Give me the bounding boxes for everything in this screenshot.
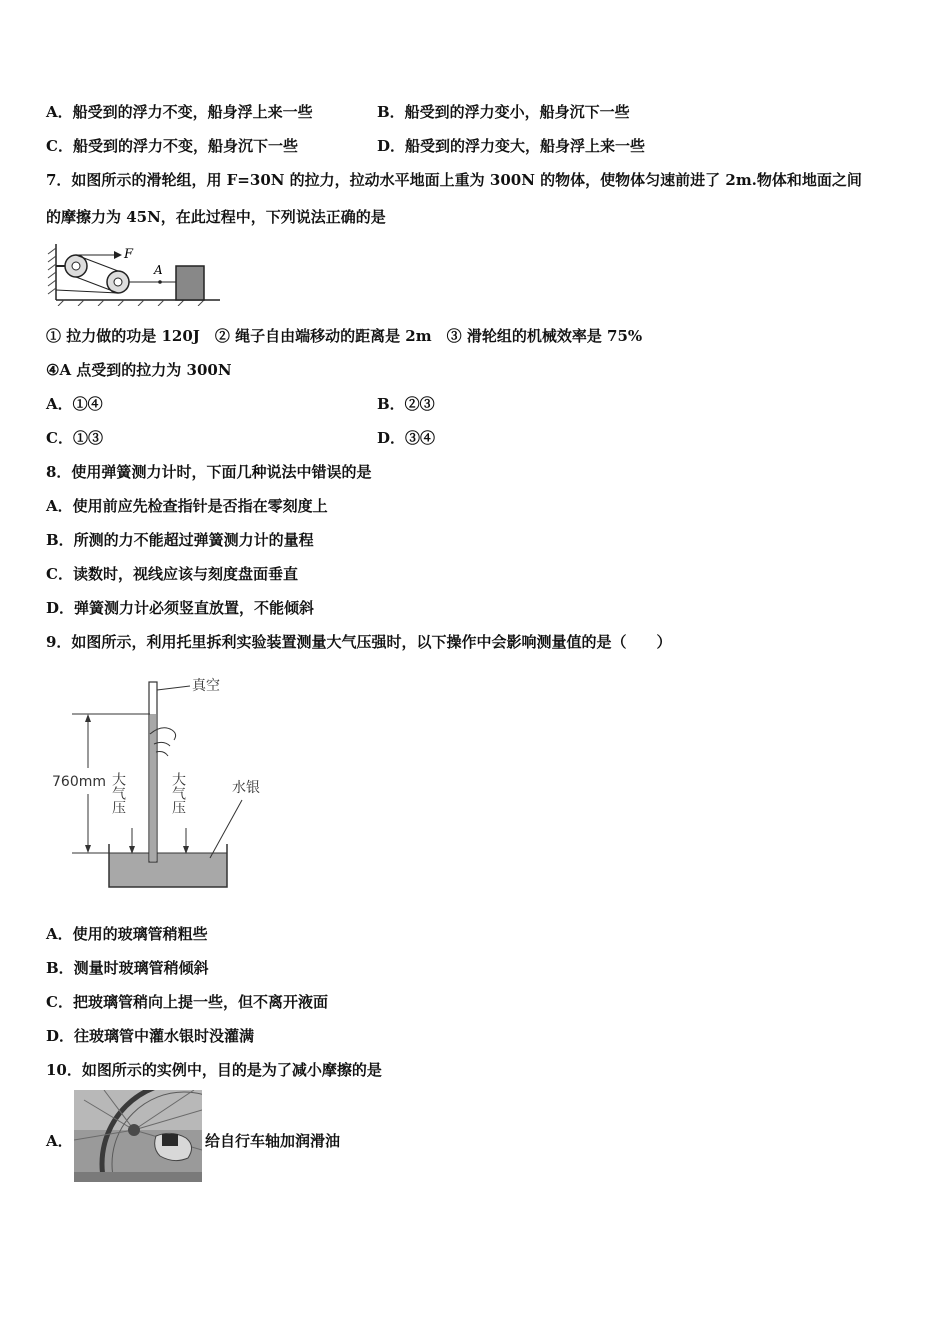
q9-option-b: B．测量时玻璃管稍倾斜 [46, 959, 209, 977]
q9-option-d: D．往玻璃管中灌水银时没灌满 [46, 1027, 255, 1045]
q9-option-a: A．使用的玻璃管稍粗些 [46, 925, 208, 943]
q7-option-b: B．②③ [377, 395, 435, 413]
q9-stem: 9．如图所示，利用托里拆利实验装置测量大气压强时，以下操作中会影响测量值的是（ ） [46, 633, 672, 651]
q7-stem-line2: 的摩擦力为 45N，在此过程中，下列说法正确的是 [46, 208, 386, 226]
q7-stem-line1: 7．如图所示的滑轮组，用 F=30N 的拉力，拉动水平地面上重为 300N 的物体，使物体匀速前进了 2m.物体和地面之间 [46, 171, 862, 189]
q6-option-a: A．船受到的浮力不变，船身浮上来一些 [46, 103, 313, 121]
torricelli-vacuum-label: 真空 [192, 678, 220, 694]
q10-option-a-text: 给自行车轴加润滑油 [205, 1132, 341, 1150]
q6-option-b: B．船受到的浮力变小，船身沉下一些 [377, 103, 630, 121]
q8-option-b: B．所测的力不能超过弹簧测力计的量程 [46, 531, 314, 549]
pulley-label-a: A [154, 263, 163, 277]
q9-option-c: C．把玻璃管稍向上提一些，但不离开液面 [46, 993, 328, 1011]
q7-option-c: C．①③ [46, 429, 103, 447]
q7-statements-line1: ① 拉力做的功是 120J ② 绳子自由端移动的距离是 2m ③ 滑轮组的机械效率是 75% [46, 327, 643, 345]
q7-option-d: D．③④ [377, 429, 436, 447]
pulley-diagram [44, 240, 224, 306]
pulley-label-f: F [124, 247, 134, 262]
torricelli-atm-label-right: 大气压 [170, 772, 186, 814]
q6-option-d: D．船受到的浮力变大，船身浮上来一些 [377, 137, 646, 155]
q7-option-a: A．①④ [46, 395, 103, 413]
torricelli-atm-label-left: 大气压 [110, 772, 126, 814]
bicycle-oil-photo [74, 1090, 202, 1182]
q8-option-c: C．读数时，视线应该与刻度盘面垂直 [46, 565, 298, 583]
q8-option-d: D．弹簧测力计必须竖直放置，不能倾斜 [46, 599, 315, 617]
torricelli-diagram [50, 668, 290, 894]
q10-option-a-label: A． [46, 1132, 73, 1150]
torricelli-mercury-label: 水银 [232, 780, 260, 796]
q7-statements-line2: ④A 点受到的拉力为 300N [46, 361, 232, 379]
q8-stem: 8．使用弹簧测力计时，下面几种说法中错误的是 [46, 463, 372, 481]
q8-option-a: A．使用前应先检查指针是否指在零刻度上 [46, 497, 328, 515]
q10-stem: 10．如图所示的实例中，目的是为了减小摩擦的是 [46, 1061, 382, 1079]
q6-option-c: C．船受到的浮力不变，船身沉下一些 [46, 137, 298, 155]
torricelli-height-label: 760mm [52, 774, 106, 790]
